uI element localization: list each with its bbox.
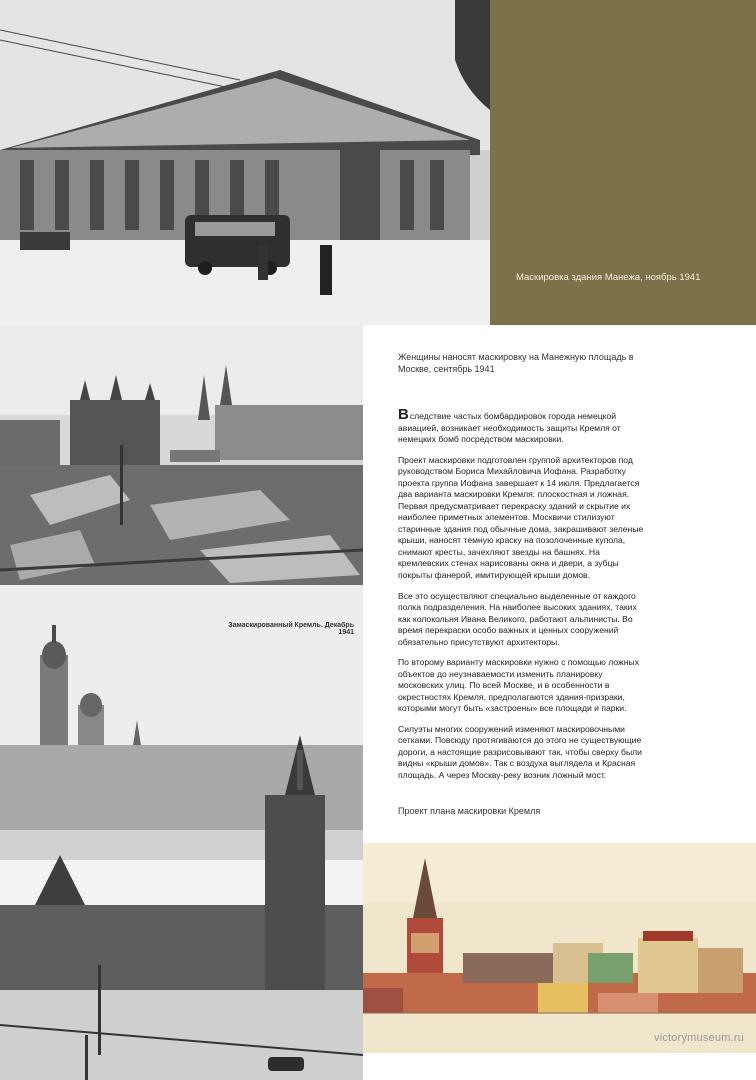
article-column: [398, 351, 738, 790]
lead-text: следствие частых бомбардировок города немецкой авиацией, возникает необходимость защиты Кремля от немецких бомб посредством маскировки.: [398, 411, 621, 445]
square-photo-caption: Женщины наносят маскировку на Манежную площадь в Москве, сентябрь 1941: [398, 352, 634, 375]
article-paragraph-4: Силуэты многих сооружений изменяют маскировочными сетками. Повсюду протягиваются до этого не существующие дороги, а настоящие разрисовывают так, чтобы сверху были видны «крыши домов». Так с воздуха выглядела и Красная площадь. А через Москву-реку возник ложный мост.: [398, 723, 642, 780]
kremlin-photo-caption: Замаскированный Кремль. Декабрь 1941: [228, 622, 354, 636]
article-paragraph-2: Все это осуществляют специально выделенные от каждого полка подразделения. На наиболее высоких зданиях, таких как колокольня Ивана Великого, работают альпинисты. Во время перекраски особо важных и ценных сооружений обязательно присутствуют архитекторы.: [398, 590, 637, 647]
manege-photo: [0, 0, 490, 325]
site-url: victorymuseum.ru: [654, 1032, 744, 1044]
article-lead: [398, 407, 648, 446]
article-paragraph-1: Проект маскировки подготовлен группой архитекторов под руководством Бориса Михайловича Иофана. Разработку проекта группа Иофана завершает к 14 июля. Предлагается два варианта маскировки Кремля: плоскостная и ложная. Первая предусматривает перекраску зданий и скрытие их наиболее приметных элементов. Москвичи стилизуют старинные здания под обычные дома, закрашивают зеленые крыши, наносят темную краску на позолоченные купола, снимают кресты, зачехляют звезды на башнях. На кремлевских стенах нарисованы окна и двери, а зубцы покрыты фанерой, имитирующей крыши домов.: [398, 454, 644, 580]
drop-cap: В: [398, 406, 409, 424]
camouflage-plan-drawing: [363, 843, 756, 1053]
plan-caption: Проект плана маскировки Кремля: [398, 806, 541, 816]
square-photo: [0, 325, 363, 585]
caption-panel: [490, 0, 756, 325]
kremlin-photo: [0, 585, 363, 1080]
manege-caption: Маскировка здания Манежа, ноябрь 1941: [516, 272, 701, 283]
article-paragraph-3: По второму варианту маскировки нужно с помощью ложных объектов до неузнаваемости изменить планировку московских улиц. По всей Москве, и в особенности в окрестностях Кремля, предполагаются здания-призраки, которыми могут быть «застроены» все площади и парки.: [398, 657, 640, 714]
